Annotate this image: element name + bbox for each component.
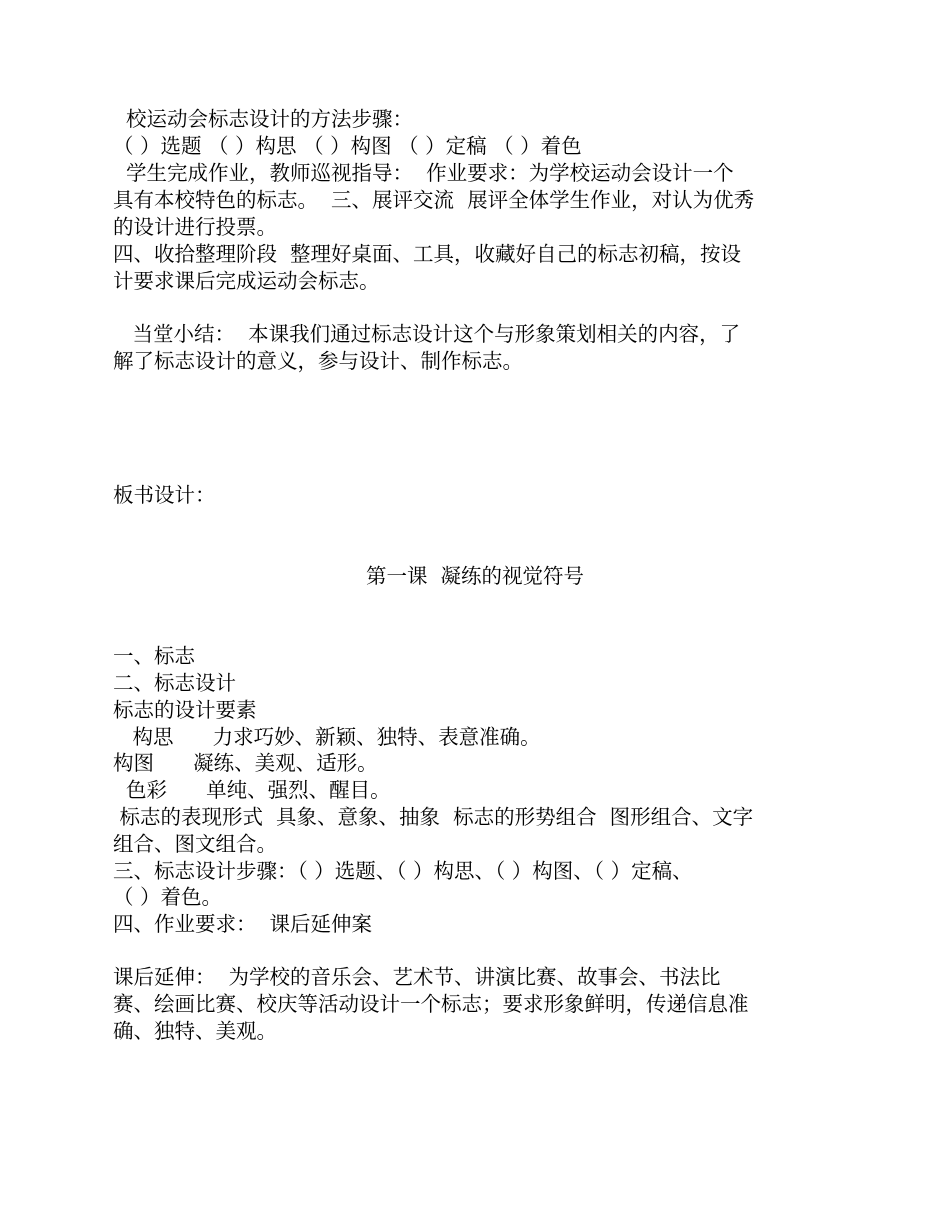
outline-line: 标志的表现形式 具象、意象、抽象 标志的形势组合 图形组合、文字	[113, 805, 754, 829]
text-line: 计要求课后完成运动会标志。	[113, 269, 380, 293]
text-line: 学生完成作业，教师巡视指导： 作业要求：为学校运动会设计一个	[113, 161, 734, 185]
outline-line: 四、作业要求： 课后延伸案	[113, 912, 373, 936]
summary-line: 当堂小结： 本课我们通过标志设计这个与形象策划相关的内容，了	[113, 322, 741, 346]
blackboard-design-heading: 板书设计：	[113, 483, 216, 507]
text-line: 的设计进行投票。	[113, 215, 277, 239]
outline-line: 组合、图文组合。	[113, 832, 277, 856]
outline-line: （ ）着色。	[113, 885, 223, 909]
extension-line: 赛、绘画比赛、校庆等活动设计一个标志；要求形象鲜明，传递信息准	[113, 992, 749, 1016]
outline-line: 构思 力求巧妙、新颖、独特、表意准确。	[113, 725, 541, 749]
extension-line: 课后延伸： 为学校的音乐会、艺术节、讲演比赛、故事会、书法比	[113, 965, 721, 989]
outline-line: 二、标志设计	[113, 671, 236, 695]
text-line: 具有本校特色的标志。 三、展评交流 展评全体学生作业，对认为优秀	[113, 188, 755, 212]
text-line: 校运动会标志设计的方法步骤：	[113, 107, 414, 131]
summary-line: 解了标志设计的意义，参与设计、制作标志。	[113, 349, 523, 373]
extension-line: 确、独特、美观。	[113, 1019, 277, 1043]
outline-line: 标志的设计要素	[113, 698, 257, 722]
outline-line: 三、标志设计步骤：（ ）选题、（ ）构思、（ ）构图、（ ）定稿、	[113, 859, 693, 883]
text-line: （ ）选题 （ ）构思 （ ）构图 （ ）定稿 （ ）着色	[113, 134, 582, 158]
outline-line: 一、标志	[113, 644, 195, 668]
outline-line: 构图 凝练、美观、适形。	[113, 751, 378, 775]
outline-line: 色彩 单纯、强烈、醒目。	[113, 778, 391, 802]
lesson-title: 第一课 凝练的视觉符号	[365, 564, 585, 588]
text-line: 四、收拾整理阶段 整理好桌面、工具，收藏好自己的标志初稿，按设	[113, 242, 742, 266]
